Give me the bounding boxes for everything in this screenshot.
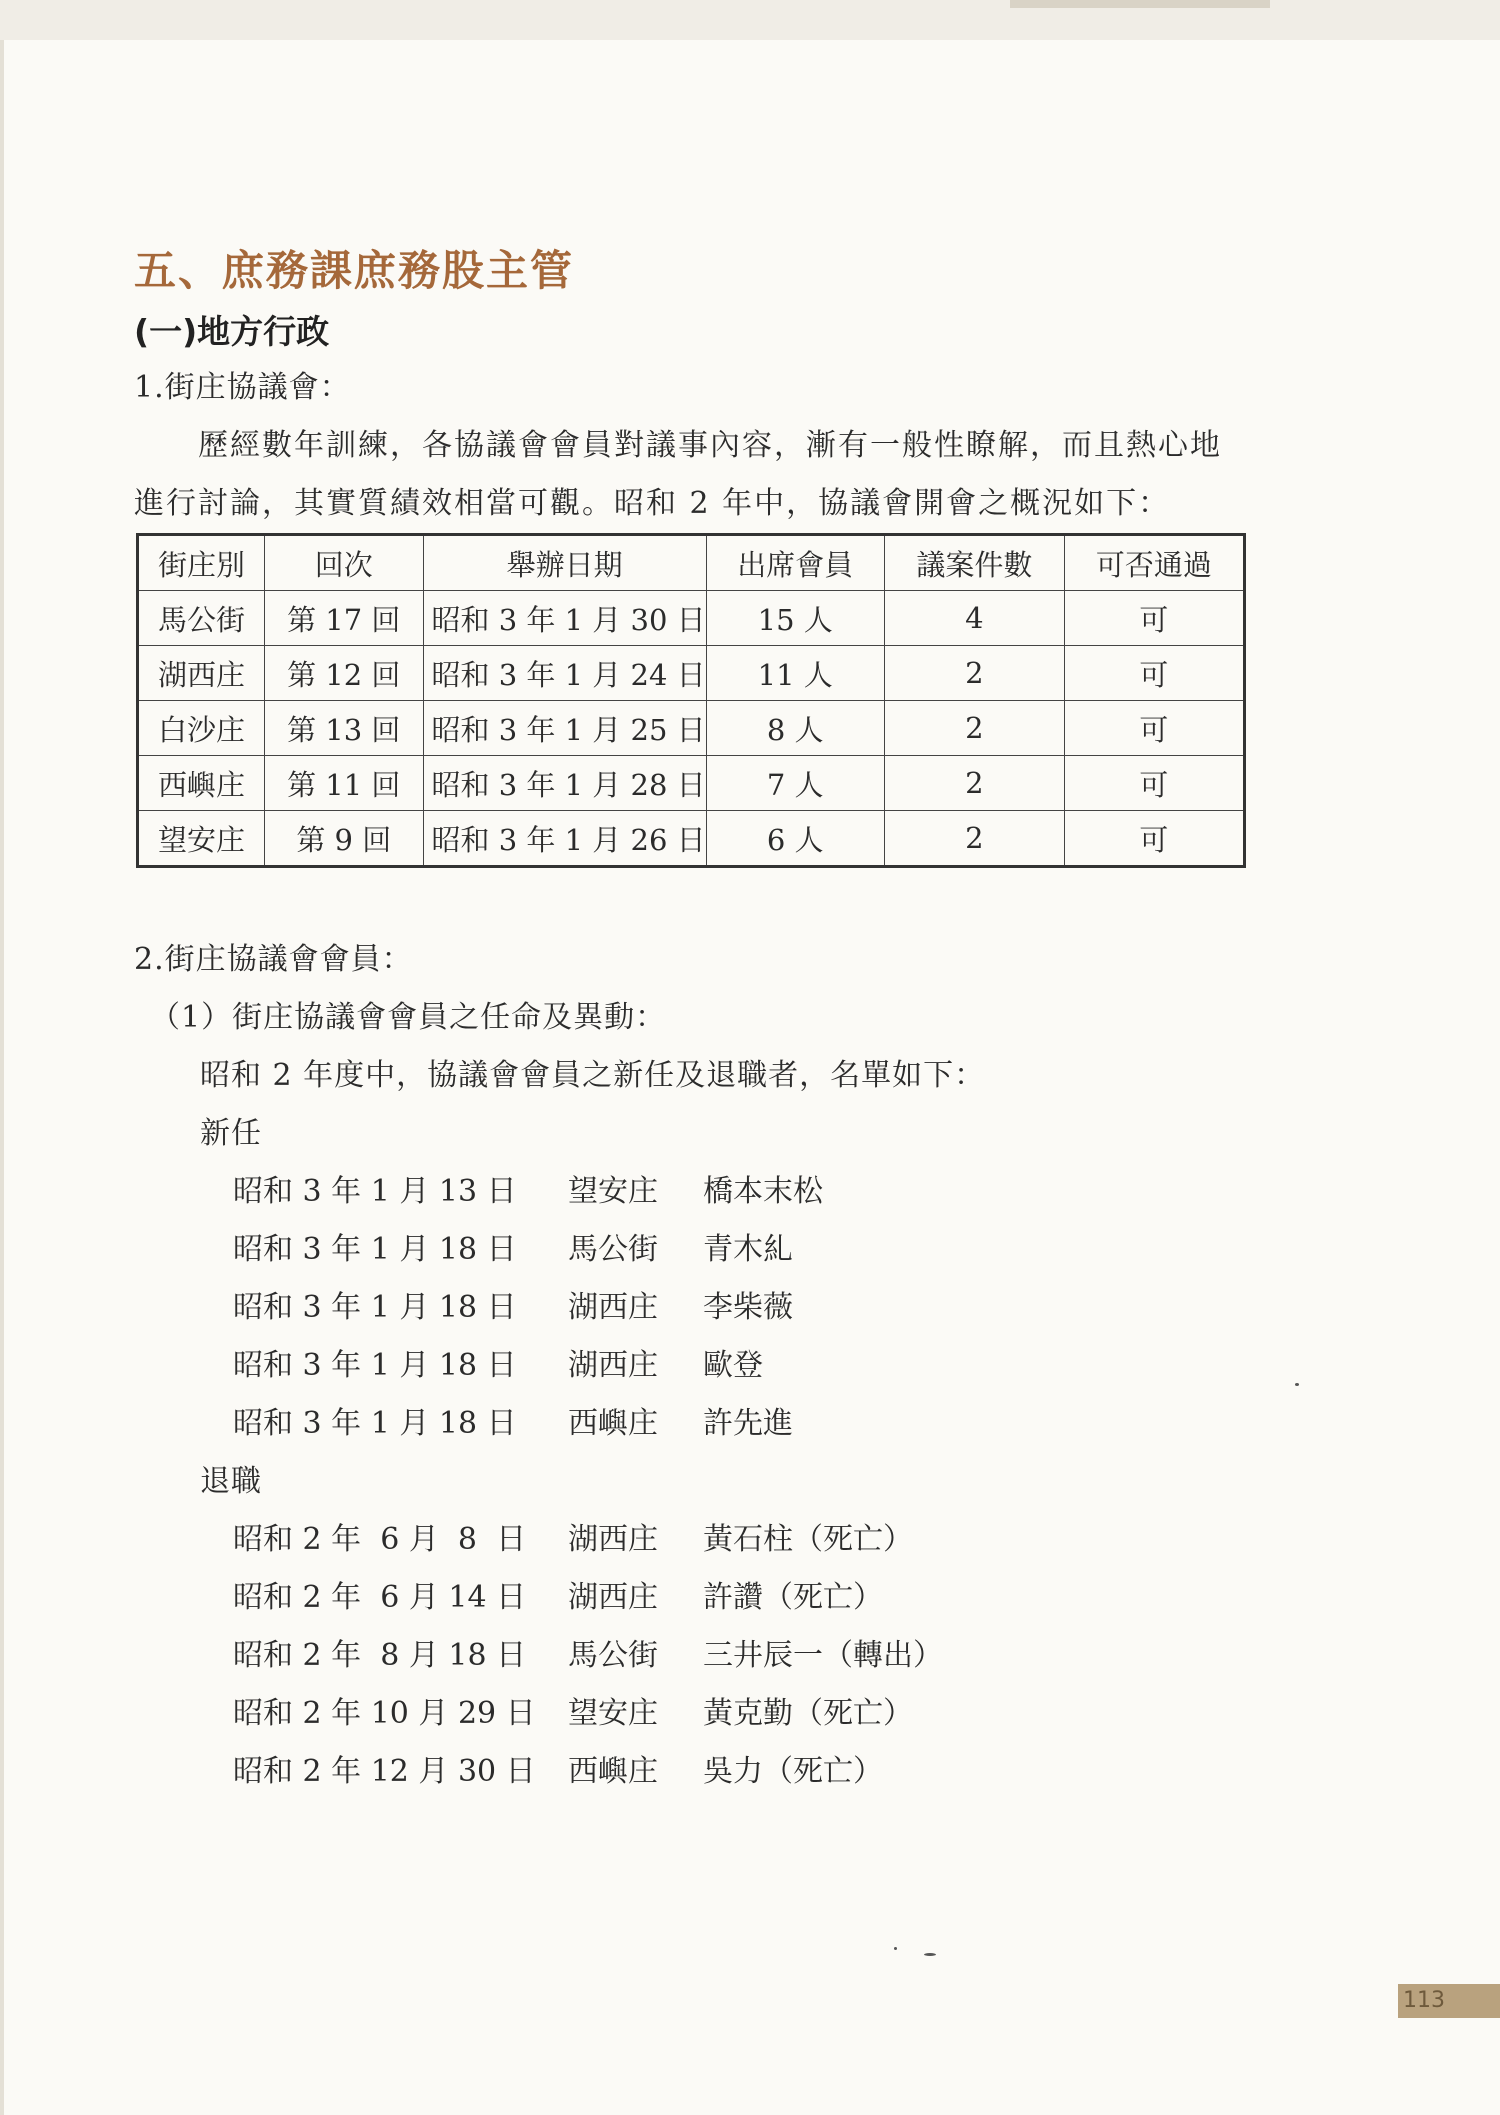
cell-attendance: 15 人 <box>706 591 884 646</box>
retired-members-label: 退職 <box>200 1464 262 1499</box>
member-name: 吳力（死亡） <box>703 1754 883 1789</box>
cell-bill-count: 2 <box>884 756 1064 811</box>
member-town: 湖西庄 <box>568 1580 658 1615</box>
header-date: 舉辦日期 <box>423 535 706 591</box>
member-date: 昭和 3 年 1 月 18 日 <box>233 1232 517 1267</box>
member-town: 西嶼庄 <box>568 1406 658 1441</box>
member-name: 許先進 <box>703 1406 793 1441</box>
item1-heading: 1.街庄協議會： <box>134 370 351 405</box>
member-date: 昭和 3 年 1 月 18 日 <box>233 1348 517 1383</box>
new-members-label: 新任 <box>200 1116 262 1151</box>
member-name: 黃克勤（死亡） <box>703 1696 913 1731</box>
member-name: 歐登 <box>703 1348 763 1383</box>
cell-town: 馬公街 <box>138 591 265 646</box>
header-town: 街庄別 <box>138 535 265 591</box>
cell-bill-count: 2 <box>884 701 1064 756</box>
header-approved: 可否通過 <box>1064 535 1244 591</box>
table-row <box>138 756 1245 811</box>
cell-session: 第 17 回 <box>265 591 424 646</box>
cell-date: 昭和 3 年 1 月 26 日 <box>423 811 706 867</box>
member-town: 望安庄 <box>568 1696 658 1731</box>
cell-date: 昭和 3 年 1 月 24 日 <box>423 646 706 701</box>
intro-paragraph-line-2: 進行討論，其實質績效相當可觀。昭和 2 年中，協議會開會之概況如下： <box>134 486 1171 521</box>
member-date: 昭和 2 年 12 月 30 日 <box>233 1754 536 1789</box>
table-row <box>138 701 1245 756</box>
cell-bill-count: 2 <box>884 811 1064 867</box>
member-name: 橋本末松 <box>703 1174 823 1209</box>
cell-bill-count: 4 <box>884 591 1064 646</box>
header-session: 回次 <box>265 535 424 591</box>
cell-bill-count: 2 <box>884 646 1064 701</box>
scan-top-mark <box>1010 0 1270 8</box>
scan-speck <box>1295 1383 1299 1386</box>
scan-speck <box>894 1947 897 1950</box>
cell-session: 第 13 回 <box>265 701 424 756</box>
member-town: 湖西庄 <box>568 1290 658 1325</box>
member-name: 李柴薇 <box>703 1290 793 1325</box>
table-row <box>138 811 1245 867</box>
cell-date: 昭和 3 年 1 月 25 日 <box>423 701 706 756</box>
member-name: 黃石柱（死亡） <box>703 1522 913 1557</box>
member-date: 昭和 2 年 10 月 29 日 <box>233 1696 536 1731</box>
member-date: 昭和 3 年 1 月 18 日 <box>233 1290 517 1325</box>
member-name: 三井辰一（轉出） <box>703 1638 943 1673</box>
cell-approved: 可 <box>1064 591 1244 646</box>
member-name: 許讚（死亡） <box>703 1580 883 1615</box>
table-header-row <box>138 535 1245 591</box>
table-row <box>138 646 1245 701</box>
cell-session: 第 11 回 <box>265 756 424 811</box>
member-town: 馬公街 <box>568 1638 658 1673</box>
cell-session: 第 9 回 <box>265 811 424 867</box>
scan-left-edge <box>0 40 4 2115</box>
cell-attendance: 6 人 <box>706 811 884 867</box>
cell-date: 昭和 3 年 1 月 30 日 <box>423 591 706 646</box>
cell-approved: 可 <box>1064 811 1244 867</box>
cell-approved: 可 <box>1064 756 1244 811</box>
header-attendance: 出席會員 <box>706 535 884 591</box>
cell-attendance: 8 人 <box>706 701 884 756</box>
member-date: 昭和 2 年 6 月 14 日 <box>233 1580 527 1615</box>
scan-speck <box>924 1953 936 1956</box>
scan-top-strip <box>0 0 1500 40</box>
subsection-title: (一)地方行政 <box>134 312 330 351</box>
cell-town: 白沙庄 <box>138 701 265 756</box>
item2-heading: 2.街庄協議會會員： <box>134 942 413 977</box>
cell-attendance: 7 人 <box>706 756 884 811</box>
page-number: 113 <box>1398 1984 1500 2018</box>
cell-approved: 可 <box>1064 646 1244 701</box>
intro-paragraph-line-1: 歷經數年訓練，各協議會會員對議事內容，漸有一般性瞭解，而且熱心地 <box>198 428 1222 463</box>
item2-sub-heading: （1）街庄協議會會員之任命及異動： <box>150 1000 667 1035</box>
member-date: 昭和 3 年 1 月 18 日 <box>233 1406 517 1441</box>
member-date: 昭和 2 年 6 月 8 日 <box>233 1522 527 1557</box>
cell-date: 昭和 3 年 1 月 28 日 <box>423 756 706 811</box>
member-town: 湖西庄 <box>568 1348 658 1383</box>
council-meeting-table <box>136 533 1246 868</box>
section-title: 五、庶務課庶務股主管 <box>134 246 575 295</box>
cell-session: 第 12 回 <box>265 646 424 701</box>
cell-approved: 可 <box>1064 701 1244 756</box>
cell-town: 西嶼庄 <box>138 756 265 811</box>
member-name: 青木糺 <box>703 1232 793 1267</box>
cell-town: 湖西庄 <box>138 646 265 701</box>
cell-town: 望安庄 <box>138 811 265 867</box>
table-row <box>138 591 1245 646</box>
member-date: 昭和 2 年 8 月 18 日 <box>233 1638 527 1673</box>
member-town: 西嶼庄 <box>568 1754 658 1789</box>
member-town: 湖西庄 <box>568 1522 658 1557</box>
member-date: 昭和 3 年 1 月 13 日 <box>233 1174 517 1209</box>
member-town: 望安庄 <box>568 1174 658 1209</box>
header-bill-count: 議案件數 <box>884 535 1064 591</box>
member-town: 馬公街 <box>568 1232 658 1267</box>
cell-attendance: 11 人 <box>706 646 884 701</box>
item2-intro: 昭和 2 年度中，協議會會員之新任及退職者，名單如下： <box>200 1058 986 1093</box>
